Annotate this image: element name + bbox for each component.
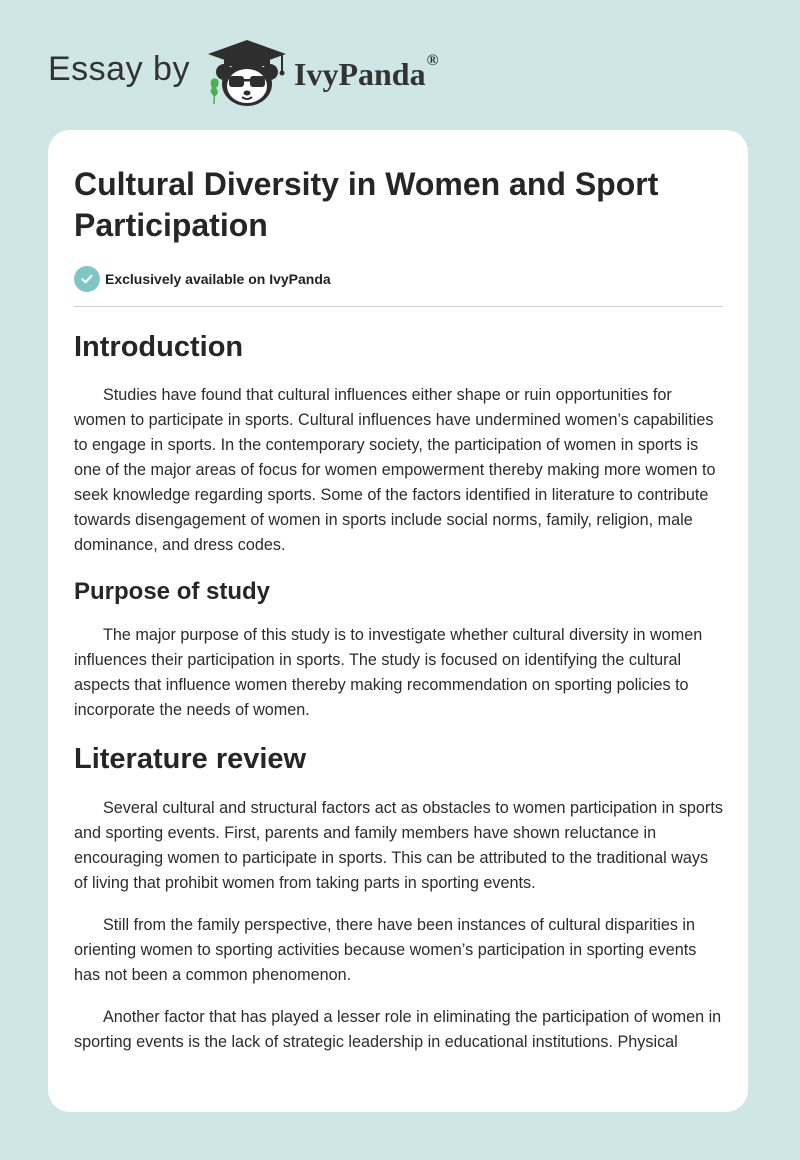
site-header bbox=[48, 36, 468, 108]
paragraph-literature-1: Several cultural and structural factors act as obstacles to women participation in sports and sporting events. First, parents and family members have shown reluctance in encouraging women to participate in sports. This can be attributed to the traditional ways of living that prohibit women from taking parts in sporting events. bbox=[74, 799, 723, 892]
section-heading-purpose: Purpose of study bbox=[74, 578, 271, 605]
section-heading-literature-review: Literature review bbox=[74, 743, 307, 775]
article-card bbox=[48, 130, 748, 1112]
brand-name-text: IvyPanda bbox=[294, 56, 426, 92]
paragraph-literature-2: Still from the family perspective, there have been instances of cultural disparities in orienting women to sporting activities because women’s participation in sporting events has not been a common phenomenon. bbox=[74, 916, 697, 984]
exclusive-badge bbox=[74, 266, 723, 292]
check-circle-icon bbox=[74, 266, 100, 292]
paragraph-introduction: Studies have found that cultural influences either shape or ruin opportunities for women to participate in sports. Cultural influences have undermined women’s capabilities to engage in sports. In the contemporary society, the participation of women in sports is one of the major areas of focus for women empowerment thereby making more women to seek knowledge regarding sports. Some of the factors identified in literature to contribute towards disengagement of women in sports include social norms, family, religion, male dominance, and dress codes. bbox=[74, 386, 716, 554]
paragraph-purpose: The major purpose of this study is to investigate whether cultural diversity in women influences their participation in sports. The study is focused on identifying the cultural aspects that influence women thereby making recommendation on sporting policies to incorporate the needs of women. bbox=[74, 626, 703, 719]
brand-prefix: Essay by bbox=[48, 50, 190, 88]
paragraph-literature-3: Another factor that has played a lesser role in eliminating the participation of women in sporting events is the lack of strategic leadership in educational institutions. Physical bbox=[74, 1008, 722, 1051]
brand-name[interactable] bbox=[294, 52, 439, 93]
exclusive-badge-text: Exclusively available on IvyPanda bbox=[105, 271, 331, 287]
article-content bbox=[74, 164, 723, 1055]
registered-mark: ® bbox=[426, 52, 439, 69]
title-divider bbox=[74, 306, 723, 307]
article-title: Cultural Diversity in Women and Sport Participation bbox=[74, 166, 659, 243]
panda-graduate-logo-icon[interactable] bbox=[202, 36, 292, 108]
section-heading-introduction: Introduction bbox=[74, 331, 244, 363]
